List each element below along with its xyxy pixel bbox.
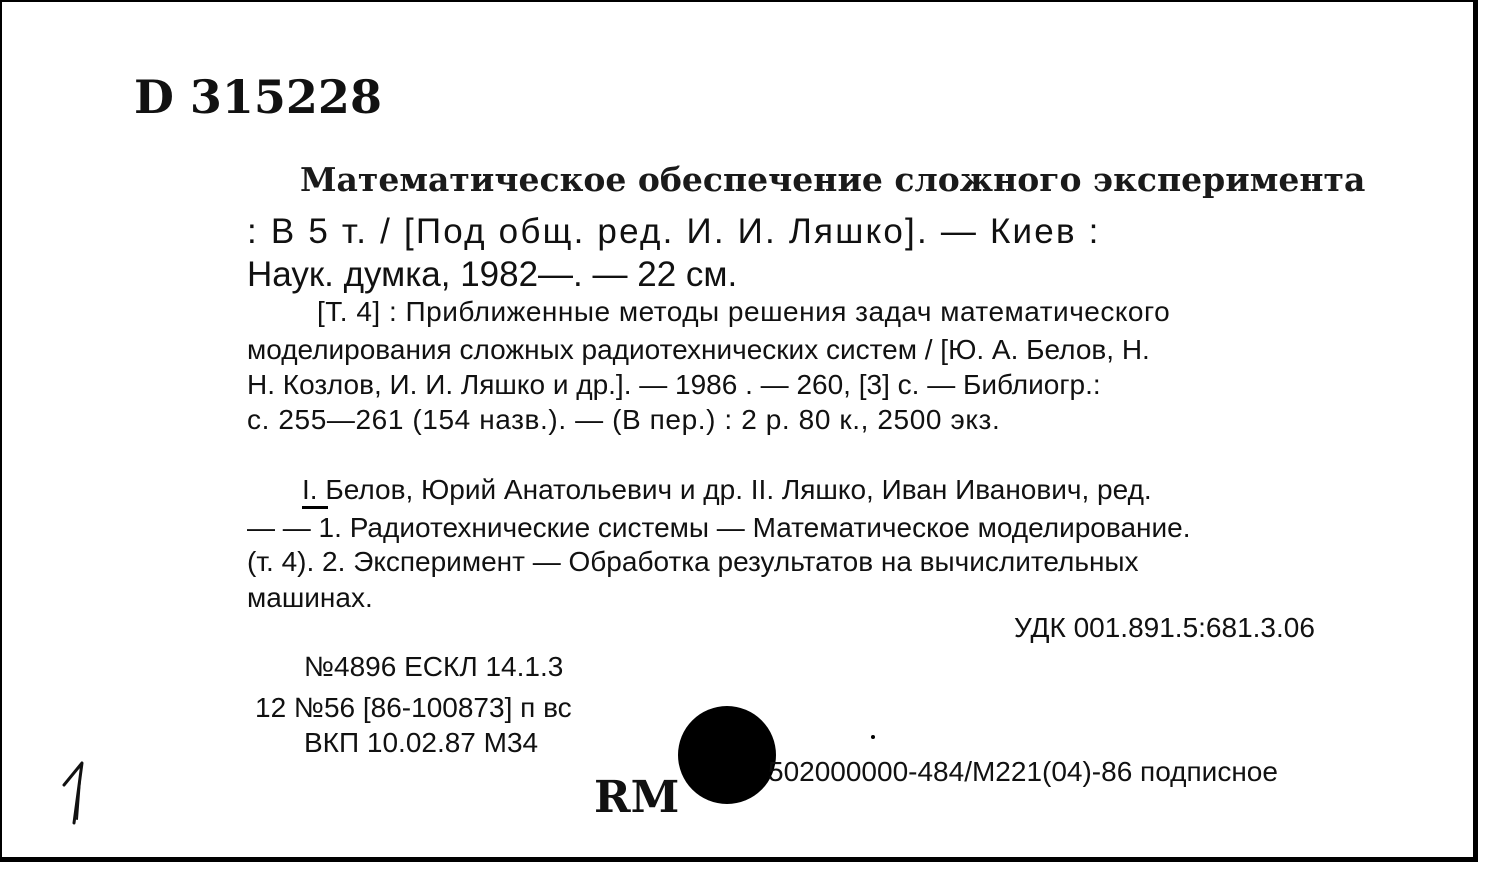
- title-line-2: : В 5 т. / [Под общ. ред. И. И. Ляшко]. — Киев :: [247, 212, 1101, 251]
- udk-code: УДК 001.891.5:681.3.06: [1014, 612, 1315, 643]
- ink-speck: [871, 735, 875, 739]
- tracing-line-1: I. Белов, Юрий Анатольевич и др. II. Ляшко, Иван Иванович, ред.: [302, 474, 1152, 505]
- code-line: 502000000-484/М221(04)-86 подписное: [768, 756, 1278, 787]
- volume-line-1: [Т. 4] : Приближенные методы решения задач математического: [317, 296, 1171, 327]
- shelf-mark: D 315228: [134, 70, 382, 124]
- rm-stamp-text: RM: [594, 772, 680, 823]
- title-line-3: Наук. думка, 1982—. — 22 см.: [247, 255, 738, 294]
- tracing-line-2: — — 1. Радиотехнические системы — Математическое моделирование.: [247, 512, 1191, 543]
- volume-line-4: с. 255—261 (154 назв.). — (В пер.) : 2 р. 80 к., 2500 экз.: [247, 404, 1001, 435]
- record-line-3: ВКП 10.02.87 М34: [304, 727, 539, 758]
- underline-mark: [302, 506, 328, 509]
- record-line-1: №4896 ЕСКЛ 14.1.3: [304, 651, 564, 682]
- record-line-2: 12 №56 [86-100873] п вс: [255, 692, 572, 723]
- title-line: Математическое обеспечение сложного эксперимента: [300, 160, 1366, 199]
- tracing-line-4: машинах.: [247, 582, 373, 613]
- rm-stamp: [592, 770, 680, 823]
- rm-stamp-graphic: [592, 770, 680, 823]
- handwritten-one-graphic: [60, 757, 96, 827]
- volume-line-3: Н. Козлов, И. И. Ляшко и др.]. — 1986 . — 260, [3] с. — Библиогр.:: [247, 369, 1101, 400]
- punched-hole: [678, 706, 776, 804]
- volume-line-2: моделирования сложных радиотехнических систем / [Ю. А. Белов, Н.: [247, 334, 1150, 365]
- handwritten-mark: [60, 757, 96, 832]
- tracing-line-3: (т. 4). 2. Эксперимент — Обработка результатов на вычислительных: [247, 546, 1139, 577]
